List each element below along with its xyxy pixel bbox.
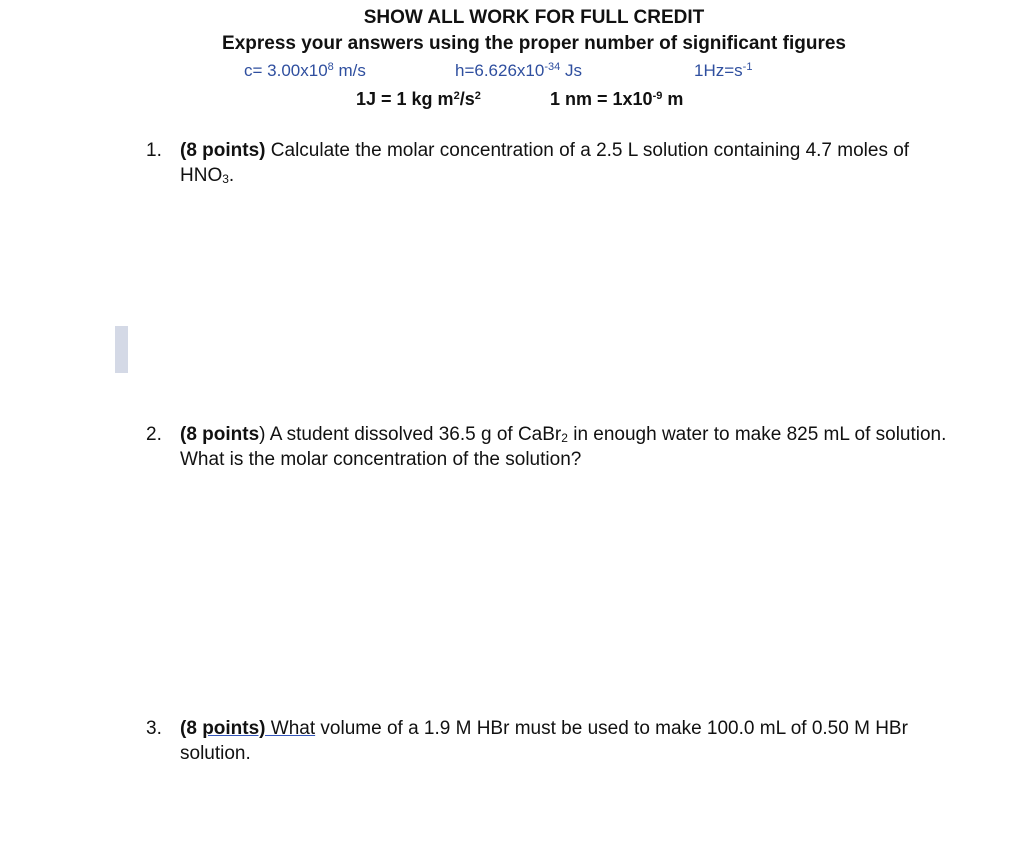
question-2 — [146, 422, 966, 472]
page-subtitle: Express your answers using the proper number of significant figures — [222, 33, 846, 54]
question-1 — [146, 138, 966, 188]
speed-of-light-constant: $c= 3.00x10^8$ m/s — [244, 61, 366, 80]
question-number: 1. — [146, 140, 162, 161]
hertz-definition: $1Hz=s^{-1}$ — [694, 61, 753, 80]
joule-definition: 1J = 1 kg $m^2/s^2$ — [356, 89, 481, 109]
question-3 — [146, 716, 966, 766]
nanometer-definition: 1 nm = $1x10^{-9}$ m — [550, 89, 684, 109]
question-text: (8 points) What volume of a 1.9 M HBr must be used to make 100.0 mL of 0.50 M HBr solution. — [180, 718, 908, 764]
question-text: (8 points) A student dissolved 36.5 g of CaBr$_2$ in enough water to make 825 mL of solution. What is the molar concentration of the solution? — [180, 424, 947, 470]
question-number: 3. — [146, 718, 162, 739]
planck-constant: $h=6.626x10^{-34}$ Js — [455, 61, 582, 80]
question-number: 2. — [146, 424, 162, 445]
text-cursor-bar — [115, 326, 128, 373]
question-text: (8 points) Calculate the molar concentration of a 2.5 L solution containing 4.7 moles of $HNO_3$. — [180, 140, 910, 186]
page-title: SHOW ALL WORK FOR FULL CREDIT — [363, 7, 705, 28]
